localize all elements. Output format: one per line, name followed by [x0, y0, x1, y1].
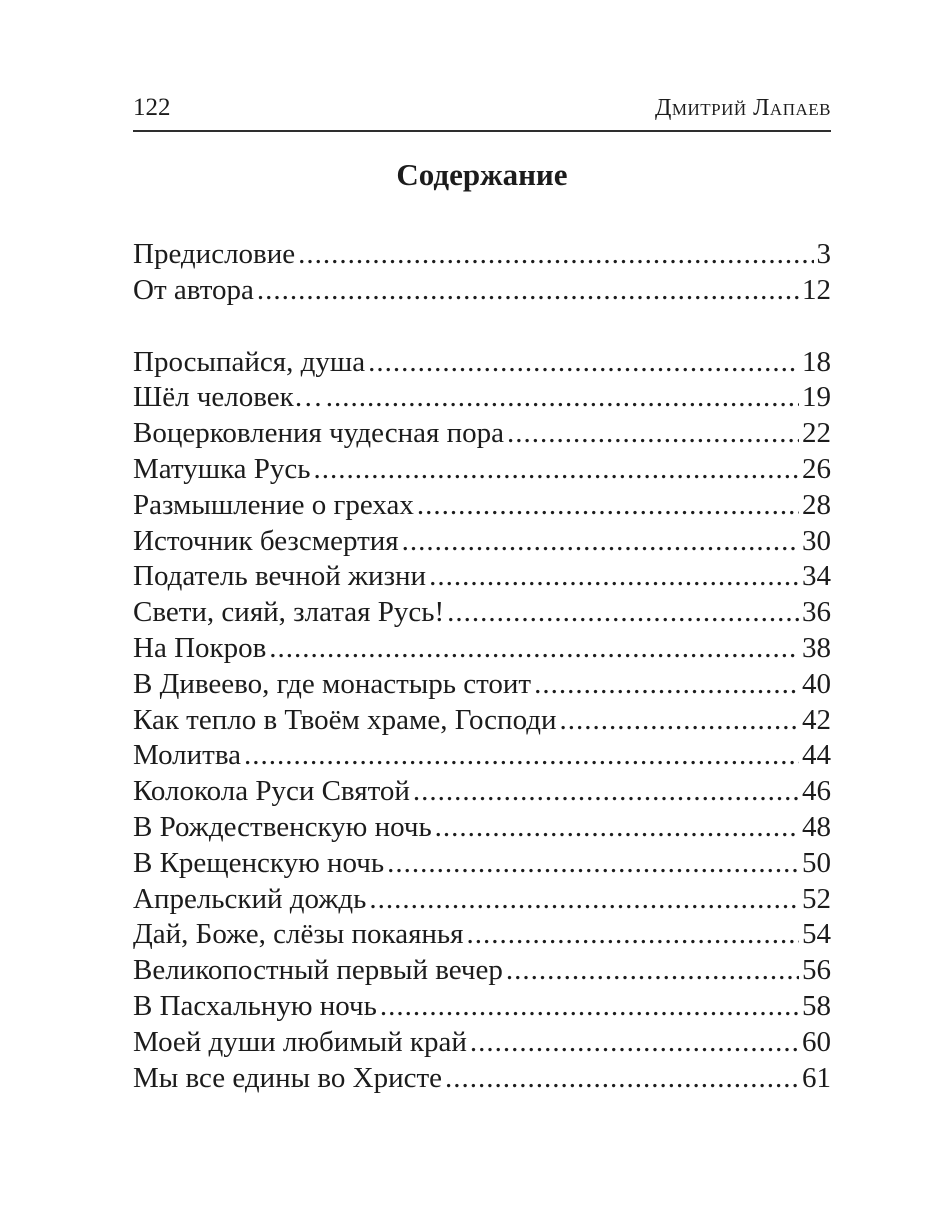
header-rule [133, 130, 831, 132]
dot-leader [366, 882, 799, 918]
toc-entry-page: 3 [816, 238, 831, 270]
dot-leader [377, 989, 799, 1025]
toc-entry-page: 38 [802, 631, 831, 664]
toc-entry-title: В Пасхальную ночь [133, 989, 377, 1022]
toc-entry [133, 595, 831, 631]
toc-entry-page: 54 [802, 918, 831, 951]
toc-entry-page: 46 [802, 775, 831, 808]
toc-entry-page: 34 [802, 560, 831, 593]
dot-leader [503, 953, 799, 989]
dot-leader [504, 416, 799, 452]
toc-entry [133, 774, 831, 810]
toc-entry-page: 61 [802, 1061, 831, 1094]
toc-entry [133, 273, 831, 309]
toc-entry-page: 56 [802, 954, 831, 987]
dot-leader [399, 524, 799, 560]
toc-entry [133, 380, 831, 416]
toc-entry-title: Источник безсмертия [133, 524, 399, 557]
author-name: Дмитрий Лапаев [655, 95, 831, 121]
toc-entry-page: 52 [802, 882, 831, 915]
toc-entry-page: 44 [802, 739, 831, 772]
dot-leader [557, 703, 799, 739]
dot-leader [467, 1025, 799, 1061]
toc-entry-page: 30 [802, 524, 831, 557]
toc-entry-page: 60 [802, 1025, 831, 1058]
toc-entry-title: Матушка Русь [133, 452, 311, 485]
toc-entry-title: Свети, сияй, златая Русь! [133, 596, 445, 629]
toc-entry-title: Колокола Руси Святой [133, 775, 410, 808]
dot-leader [295, 237, 813, 273]
toc-entry-page: 28 [802, 488, 831, 521]
toc-entry-title: Молитва [133, 739, 242, 772]
toc-entry [133, 917, 831, 953]
toc-entry-title: От автора [133, 273, 254, 306]
toc-group [133, 345, 831, 1097]
dot-leader [311, 452, 799, 488]
toc-entry [133, 452, 831, 488]
toc-entry-title: В Дивеево, где монастырь стоит [133, 667, 532, 700]
toc-entry-page: 42 [802, 703, 831, 736]
toc-entry [133, 810, 831, 846]
toc-entry [133, 953, 831, 989]
toc-entry [133, 237, 831, 273]
toc-entry [133, 738, 831, 774]
toc-entry [133, 882, 831, 918]
toc-entry [133, 345, 831, 381]
toc-entry-title: Просыпайся, душа [133, 345, 366, 378]
toc-entry [133, 416, 831, 452]
toc-entry-page: 36 [802, 596, 831, 629]
dot-leader [266, 631, 799, 667]
toc-entry [133, 488, 831, 524]
dot-leader [442, 1061, 799, 1097]
toc-list [133, 237, 831, 1096]
dot-leader [384, 846, 799, 882]
dot-leader [531, 667, 799, 703]
page-title: Содержание [396, 157, 568, 192]
toc-entry [133, 1061, 831, 1097]
toc-entry-title: Как тепло в Твоём храме, Господи [133, 703, 557, 736]
toc-entry-title: Воцерковления чудесная пора [133, 417, 504, 450]
dot-leader [241, 738, 799, 774]
toc-entry-page: 12 [802, 273, 831, 306]
dot-leader [426, 559, 799, 595]
toc-entry [133, 703, 831, 739]
dot-leader [444, 595, 799, 631]
toc-entry-title: На Покров [133, 631, 267, 664]
toc-entry [133, 524, 831, 560]
toc-entry-title: Шёл человек… [133, 381, 323, 414]
toc-entry-title: Предисловие [133, 238, 296, 270]
toc-entry [133, 846, 831, 882]
toc-entry-page: 19 [802, 381, 831, 414]
toc-entry-title: Великопостный первый вечер [133, 954, 503, 987]
toc-entry-page: 50 [802, 846, 831, 879]
dot-leader [414, 488, 799, 524]
toc-entry [133, 1025, 831, 1061]
dot-leader [464, 917, 800, 953]
toc-entry [133, 559, 831, 595]
toc-entry-page: 58 [802, 989, 831, 1022]
toc-entry [133, 631, 831, 667]
running-header [133, 95, 831, 120]
toc-entry-page: 26 [802, 452, 831, 485]
dot-leader [323, 380, 799, 416]
dot-leader [432, 810, 799, 846]
toc-entry-title: В Крещенскую ночь [133, 846, 385, 879]
toc-entry-title: Моей души любимый край [133, 1025, 467, 1058]
toc-entry-title: Апрельский дождь [133, 882, 367, 915]
toc-entry [133, 667, 831, 703]
toc-entry-title: Дай, Боже, слёзы покаянья [133, 918, 464, 951]
toc-entry-title: Податель вечной жизни [133, 560, 427, 593]
page-number: 122 [133, 94, 171, 121]
toc-entry-page: 40 [802, 667, 831, 700]
toc-entry-page: 22 [802, 417, 831, 450]
dot-leader [254, 273, 799, 309]
toc-entry-title: Мы все едины во Христе [133, 1061, 443, 1094]
toc-entry-page: 48 [802, 810, 831, 843]
toc-group [133, 237, 831, 309]
toc-entry-title: Размышление о грехах [133, 488, 414, 521]
toc-entry-title: В Рождественскую ночь [133, 810, 432, 843]
toc-entry-page: 18 [802, 345, 831, 378]
dot-leader [365, 345, 799, 381]
dot-leader [410, 774, 799, 810]
toc-entry [133, 989, 831, 1025]
